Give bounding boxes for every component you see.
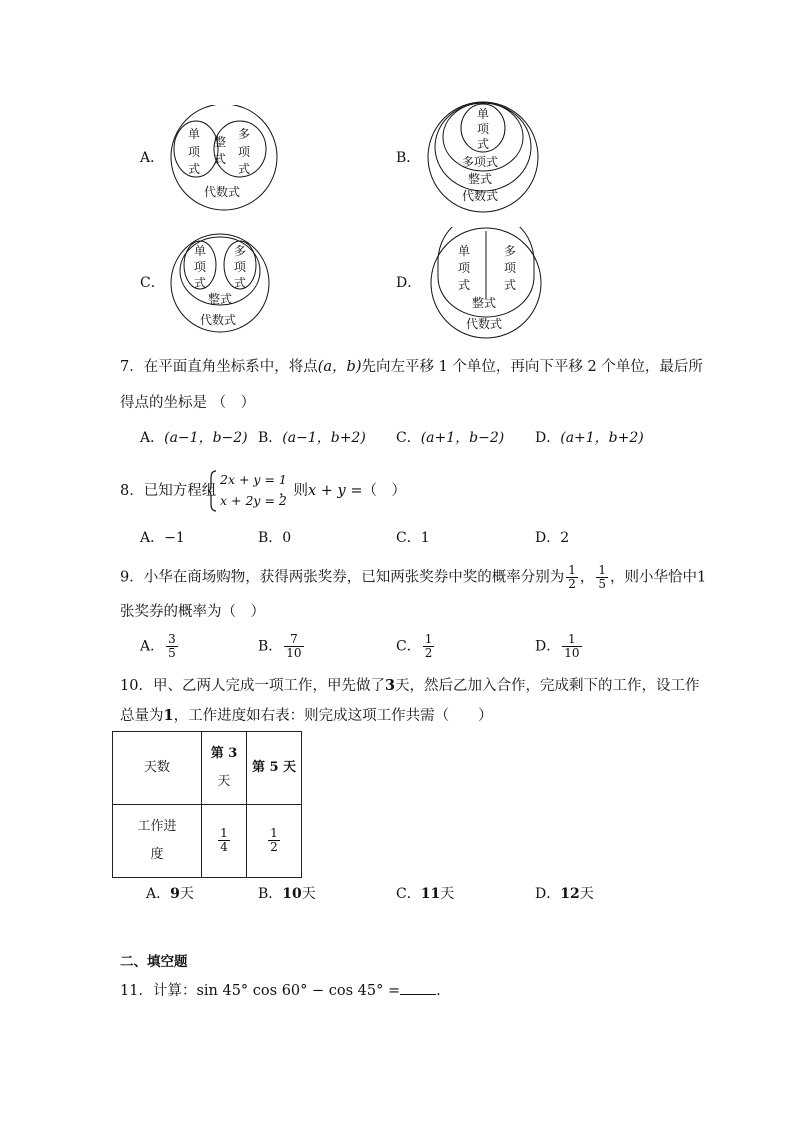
diag-a-right-1: 多: [238, 127, 251, 141]
equation-2: x + 2y = 2: [220, 493, 287, 508]
diag-d-right-1: 多: [504, 244, 517, 258]
section-title: 二、填空题: [120, 954, 188, 970]
math-expression: x + y =: [308, 483, 363, 499]
option-d-label[interactable]: D．: [396, 275, 422, 291]
equation-1: 2x + y = 1: [220, 472, 287, 487]
diag-a-left-3: 式: [188, 162, 201, 176]
diag-b-ring3: 整式: [468, 172, 493, 186]
q10-option-b[interactable]: B．10天: [258, 886, 316, 902]
diag-a-mid-1: 整: [214, 135, 227, 149]
question-11: 11．计算：sin 45° cos 60° − cos 45° = .: [120, 980, 441, 1001]
table-cell: $\frac{1}{4}$: [202, 805, 247, 878]
question-number: 10．: [120, 678, 153, 694]
diag-b-inner-3: 式: [477, 137, 490, 151]
q8-option-b[interactable]: B．0: [258, 530, 292, 546]
table-cell: 第 3 天: [202, 732, 247, 805]
q9-option-b[interactable]: B． $\frac{7}{10}$: [258, 632, 302, 660]
diag-c-left-1: 单: [194, 244, 207, 258]
table-cell: 第 5 天: [247, 732, 302, 805]
answer-blank[interactable]: [400, 980, 436, 995]
diag-c-right-2: 项: [234, 260, 247, 274]
venn-diagram-a: [166, 105, 282, 215]
progress-table: [112, 731, 302, 878]
question-9-line-2: 张奖券的概率为（ ）: [120, 604, 265, 620]
question-number: 7．: [120, 359, 144, 375]
question-7-line-1: [120, 357, 703, 377]
question-10-line-1: 10．甲、乙两人完成一项工作，甲先做了3天，然后乙加入合作，完成剩下的工作，设工作: [120, 677, 700, 694]
q10-option-d[interactable]: D．12天: [535, 886, 594, 902]
diag-c-right-1: 多: [234, 244, 247, 258]
question-text: 先向左平移 1 个单位，再向下平移 2 个单位，最后所: [361, 359, 703, 375]
fraction-half: $\frac{1}{2}$: [568, 563, 576, 591]
table-cell: 工作进 度: [113, 805, 202, 878]
q8-option-d[interactable]: D．2: [535, 530, 570, 546]
table-row: [113, 805, 302, 878]
diag-a-right-2: 项: [238, 145, 251, 159]
diag-d-left-2: 项: [458, 261, 471, 275]
diag-a-right-3: 式: [238, 162, 251, 176]
diag-a-left-1: 单: [188, 127, 201, 141]
diag-c-outer: 代数式: [200, 313, 237, 327]
diag-b-outer: 代数式: [462, 189, 499, 203]
question-text: 在平面直角坐标系中，将点: [143, 359, 318, 375]
question-8-suffix: ，则x + y =（ ）: [279, 483, 406, 499]
table-cell: $\frac{1}{2}$: [247, 805, 302, 878]
venn-diagram-d: [426, 227, 546, 339]
q9-option-d[interactable]: D． $\frac{1}{10}$: [535, 632, 580, 660]
diag-a-outer: 代数式: [204, 185, 241, 199]
diag-b-inner-1: 单: [477, 107, 490, 121]
table-cell: 天数: [113, 732, 202, 805]
question-number: 8．: [120, 483, 144, 499]
option-c-label[interactable]: C．: [140, 275, 165, 291]
diag-d-mid: 整式: [472, 296, 497, 310]
q9-option-a[interactable]: A． $\frac{3}{5}$: [140, 632, 176, 660]
diag-a-left-2: 项: [188, 145, 201, 159]
option-a-label[interactable]: A．: [140, 150, 165, 166]
question-8-prefix: [120, 481, 216, 501]
math-expression: sin 45° cos 60° − cos 45° =: [196, 983, 401, 999]
math-point: (a，b): [317, 359, 362, 375]
q7-option-a[interactable]: A．(a−1，b−2): [140, 430, 248, 446]
question-10-line-2: 总量为1，工作进度如右表：则完成这项工作共需（ ）: [120, 707, 493, 724]
diag-c-left-3: 式: [194, 276, 207, 290]
diag-d-right-2: 项: [504, 261, 517, 275]
diag-b-inner-2: 项: [477, 122, 490, 136]
diag-d-left-3: 式: [458, 278, 471, 292]
venn-diagram-b: [426, 100, 540, 214]
question-text: 已知方程组: [143, 483, 217, 499]
q10-option-c[interactable]: C．11天: [396, 886, 455, 902]
q10-option-a[interactable]: A．9天: [146, 886, 194, 902]
system-brace-icon: [208, 470, 218, 512]
fraction-fifth: $\frac{1}{5}$: [598, 563, 607, 591]
venn-diagram-c: [166, 233, 274, 333]
q9-option-c[interactable]: C． $\frac{1}{2}$: [396, 632, 433, 660]
diag-c-mid: 整式: [208, 292, 233, 306]
question-9-line-1: 9．小华在商场购物，获得两张奖券，已知两张奖券中奖的概率分别为 $\frac{1}{2}$ ， $\frac{1}{5}$ ，则小华恰中1: [120, 563, 707, 591]
question-text: 小华在商场购物，获得两张奖券，已知两张奖券中奖的概率分别为: [143, 569, 565, 586]
diag-a-mid-2: 式: [214, 152, 227, 166]
question-number: 9．: [120, 569, 144, 586]
diag-d-right-3: 式: [504, 278, 517, 292]
q7-option-b[interactable]: B．(a−1，b+2): [258, 430, 366, 446]
option-b-label[interactable]: B．: [396, 150, 421, 166]
question-number: 11．: [120, 983, 153, 999]
q8-option-a[interactable]: A．−1: [140, 530, 185, 546]
q7-option-c[interactable]: C．(a+1，b−2): [396, 430, 505, 446]
diag-c-right-3: 式: [234, 276, 247, 290]
q8-option-c[interactable]: C．1: [396, 530, 430, 546]
q7-option-d[interactable]: D．(a+1，b+2): [535, 430, 644, 446]
question-7-line-2: 得点的坐标是 （ ）: [120, 395, 256, 411]
diag-b-ring2: 多项式: [462, 155, 499, 169]
table-row: [113, 732, 302, 805]
diag-c-left-2: 项: [194, 260, 207, 274]
diag-d-left-1: 单: [458, 244, 471, 258]
diag-d-outer: 代数式: [466, 317, 503, 331]
